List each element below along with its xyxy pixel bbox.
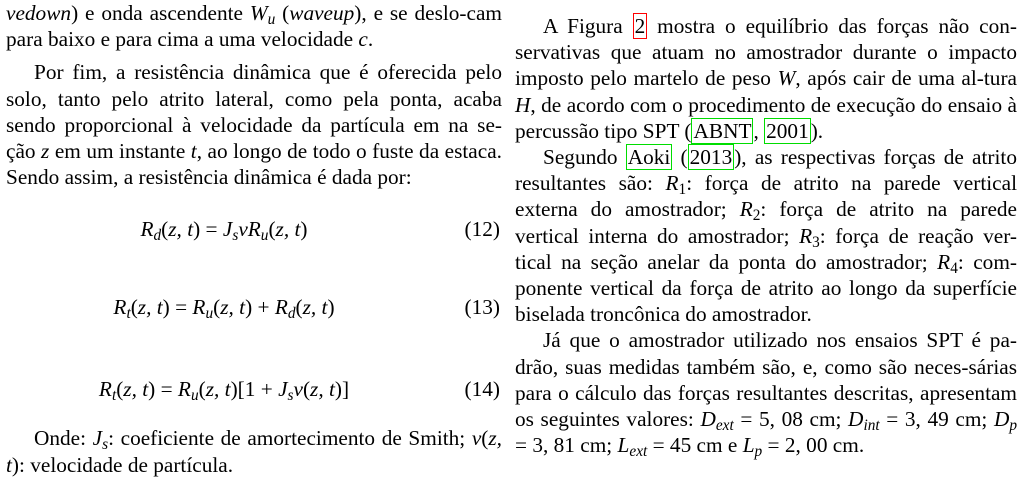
text: ) e onda ascendente: [71, 1, 250, 25]
text: : força de atrito na parede vertical interna do amostrador;: [515, 197, 1018, 248]
math-R3: $R_3$: [799, 223, 820, 251]
math-R4: $R_4$: [937, 249, 958, 277]
math-c: c: [358, 27, 368, 52]
unit: cm.: [827, 433, 865, 458]
left-column: [6, 0, 502, 478]
citation-2013-link[interactable]: 2013: [689, 145, 733, 170]
math-Js: $J_s$: [92, 426, 109, 454]
text: A Figura: [543, 14, 633, 38]
equation-12: [6, 216, 502, 245]
value: = 3, 81: [515, 433, 575, 458]
equation-14-math: $R_t(z$, $t) = R_u(z$, $t)[1 + J_sv(z$, t)]: [98, 377, 350, 405]
left-paragraph-2: [6, 425, 502, 477]
math-R2: $R_2$: [739, 197, 761, 225]
text: , ao longo de todo o fuste da estaca. Sendo assim, a resistência dinâmica é dada por:: [6, 139, 502, 190]
unit: cm;: [802, 407, 849, 432]
citation-aoki-link[interactable]: Aoki: [627, 145, 671, 170]
value: = 5, 08: [733, 407, 803, 432]
equation-13: [6, 294, 502, 323]
text: ,: [753, 118, 765, 143]
text: : força de atrito na parede vertical externa do amostrador;: [515, 171, 1017, 222]
text: : com-ponente vertical da força de atrito ao longo da superfície biselada troncônica do amostrador.: [515, 249, 1017, 327]
equation-12-number: (12): [464, 217, 500, 242]
math-R1: $R_1$: [665, 171, 687, 199]
math-Lext: $L_{ext}$: [617, 433, 648, 461]
math-Dint: $D_{int}$: [848, 407, 880, 434]
value: = 3, 49: [879, 407, 949, 432]
text: mostra o equilíbrio das forças não con-servativas que atuam no amostrador durante o impacto imposto pelo martelo de peso: [515, 14, 1017, 91]
equation-14: [6, 376, 502, 405]
text: : velocidade de partícula.: [19, 452, 234, 477]
unit: cm;: [574, 433, 618, 458]
text: , de acordo com o procedimento de execução do ensaio à percussão tipo SPT (: [515, 92, 1017, 143]
text: : coeficiente de amortecimento de Smith;: [108, 426, 466, 451]
equation-13-number: (13): [464, 295, 500, 320]
text: ).: [810, 118, 824, 143]
math-z: z: [41, 139, 50, 164]
equation-12-math: $R_d(z$, $t) = J_svR_u(z$, t): [140, 217, 308, 245]
citation-abnt-link[interactable]: ABNT: [693, 118, 752, 143]
left-paragraph-0: [6, 0, 502, 52]
math-Dext: $D_{ext}$: [700, 407, 734, 434]
text: .: [367, 27, 374, 52]
text: : força de reação ver-tical na seção anelar da ponta do amostrador;: [515, 223, 1018, 274]
text: , após cair de uma al-tura: [795, 66, 1017, 91]
text: Segundo: [543, 145, 626, 170]
equation-14-number: (14): [464, 377, 500, 402]
math-H: H: [515, 92, 531, 117]
math-W: W: [777, 66, 796, 91]
right-paragraph-0: [515, 13, 1017, 144]
text-vedown: vedown: [6, 1, 72, 25]
text: Onde:: [34, 426, 93, 451]
text: (: [275, 1, 290, 25]
math-Dp: $D_p$: [993, 407, 1017, 434]
math-sub: u: [267, 10, 276, 28]
text: Por fim, a resistência dinâmica que é oferecida pelo solo, tanto pelo atrito lateral, como pela ponta, acaba sendo proporcional à velocidade da partícula em na se-ção: [6, 60, 502, 164]
value: = 45: [647, 433, 692, 458]
text: ), as respectivas forças de atrito resultantes são:: [515, 145, 1017, 196]
right-paragraph-1: [515, 144, 1017, 327]
figure-2-link[interactable]: 2: [634, 14, 646, 38]
right-paragraph-2: [515, 327, 1017, 461]
text: em um instante: [49, 139, 191, 164]
math-W: W: [249, 1, 268, 25]
math-Lp: $L_p$: [742, 433, 763, 461]
text: Já que o amostrador utilizado nos ensaios SPT é pa-drão, suas medidas também são, e, como são neces-sárias para o cálculo das forças resultantes descritas, apresentam os seguintes valores:: [515, 328, 1017, 432]
text: (: [672, 145, 688, 170]
right-column: [515, 13, 1018, 461]
equation-13-math: $R_t(z$, $t) = R_u(z$, $t) + R_d(z$, t): [113, 295, 335, 323]
citation-2001-link[interactable]: 2001: [766, 118, 809, 143]
value: = 2, 00: [762, 433, 828, 458]
left-paragraph-1: [6, 59, 502, 190]
math-t: t: [190, 139, 197, 164]
text-waveup: waveup: [289, 1, 355, 25]
text: ), e se deslo-cam para baixo e para cima a uma velocidade: [6, 1, 502, 52]
unit: cm e: [691, 433, 743, 458]
math-vzt: v(z, t): [6, 426, 503, 477]
unit: cm;: [948, 407, 994, 432]
